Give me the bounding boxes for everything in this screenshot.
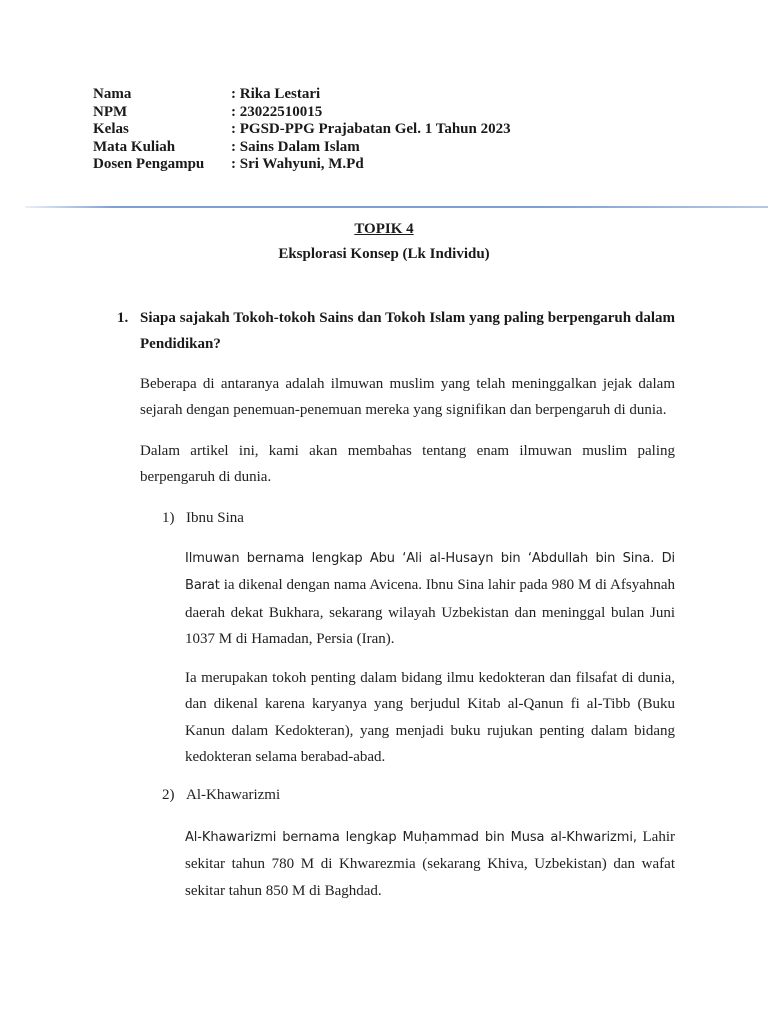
info-label: Dosen Pengampu xyxy=(93,156,205,173)
info-label: Kelas xyxy=(93,121,129,138)
intro-paragraph: Beberapa di antaranya adalah ilmuwan muslim yang telah meninggalkan jejak dalam sejarah dengan penemuan-penemuan mereka yang signifikan dan berpengaruh di dunia. xyxy=(140,376,675,418)
question-text: Siapa sajakah Tokoh-tokoh Sains dan Tokoh Islam yang paling berpengaruh dalam Pendidikan? xyxy=(140,310,675,352)
figure-name: Ibnu Sina xyxy=(186,510,244,526)
figure-paragraph xyxy=(185,824,675,904)
figure-paragraph-rest: ia dikenal dengan nama Avicena. Ibnu Sina lahir pada 980 M di Afsyahnah daerah dekat Bukhara, sekarang wilayah Uzbekistan dan meninggal bulan Juni 1037 M di Hamadan, Persia (Iran). xyxy=(185,577,676,647)
info-row-kelas xyxy=(93,121,511,139)
info-value: : 23022510015 xyxy=(231,103,323,120)
figure-paragraph-rest: Lahir sekitar tahun 780 M di Khwarezmia (sekarang Khiva, Uzbekistan) dan wafat sekitar tahun 850 M di Baghdad. xyxy=(185,829,675,899)
info-label: Mata Kuliah xyxy=(93,138,176,155)
topic-title: TOPIK 4 xyxy=(354,221,414,237)
figure-heading xyxy=(162,787,280,804)
info-label: Nama xyxy=(93,86,132,102)
info-row-mata-kuliah xyxy=(93,139,511,157)
figure-paragraph-lead: Ilmuwan bernama lengkap Abu ‘Ali al-Husayn bin ‘Abdullah bin Sina. Di Barat xyxy=(185,551,675,594)
header-divider xyxy=(25,206,768,208)
figure-name: Al-Khawarizmi xyxy=(186,787,281,803)
student-info xyxy=(93,86,511,174)
question-number: 1. xyxy=(117,310,129,326)
question-item xyxy=(117,306,675,357)
info-value: : Sains Dalam Islam xyxy=(231,138,360,155)
intro-paragraph: Dalam artikel ini, kami akan membahas tentang enam ilmuwan muslim paling berpengaruh di dunia. xyxy=(140,443,675,485)
info-label: NPM xyxy=(93,103,128,120)
figure-number: 2) xyxy=(162,787,175,803)
info-row-npm xyxy=(93,104,511,122)
figure-heading xyxy=(162,510,244,527)
figure-paragraph xyxy=(185,545,675,652)
info-value: : Sri Wahyuni, M.Pd xyxy=(231,156,364,173)
figure-number: 1) xyxy=(162,510,175,526)
info-row-nama xyxy=(93,86,511,104)
info-value: : Rika Lestari xyxy=(231,86,321,102)
topic-subtitle: Eksplorasi Konsep (Lk Individu) xyxy=(278,246,490,262)
info-value: : PGSD-PPG Prajabatan Gel. 1 Tahun 2023 xyxy=(231,121,511,138)
figure-paragraph: Ia merupakan tokoh penting dalam bidang ilmu kedokteran dan filsafat di dunia, dan dikenal karena karyanya yang berjudul Kitab al-Qanun fi al-Tibb (Buku Kanun dalam Kedokteran), yang menjadi buku rujukan penting dalam bidang kedokteran selama berabad-abad. xyxy=(185,670,675,765)
info-row-dosen xyxy=(93,156,511,174)
figure-paragraph-lead: Al-Khawarizmi bernama lengkap Muḥammad bin Musa al-Khwarizmi, xyxy=(185,830,637,845)
